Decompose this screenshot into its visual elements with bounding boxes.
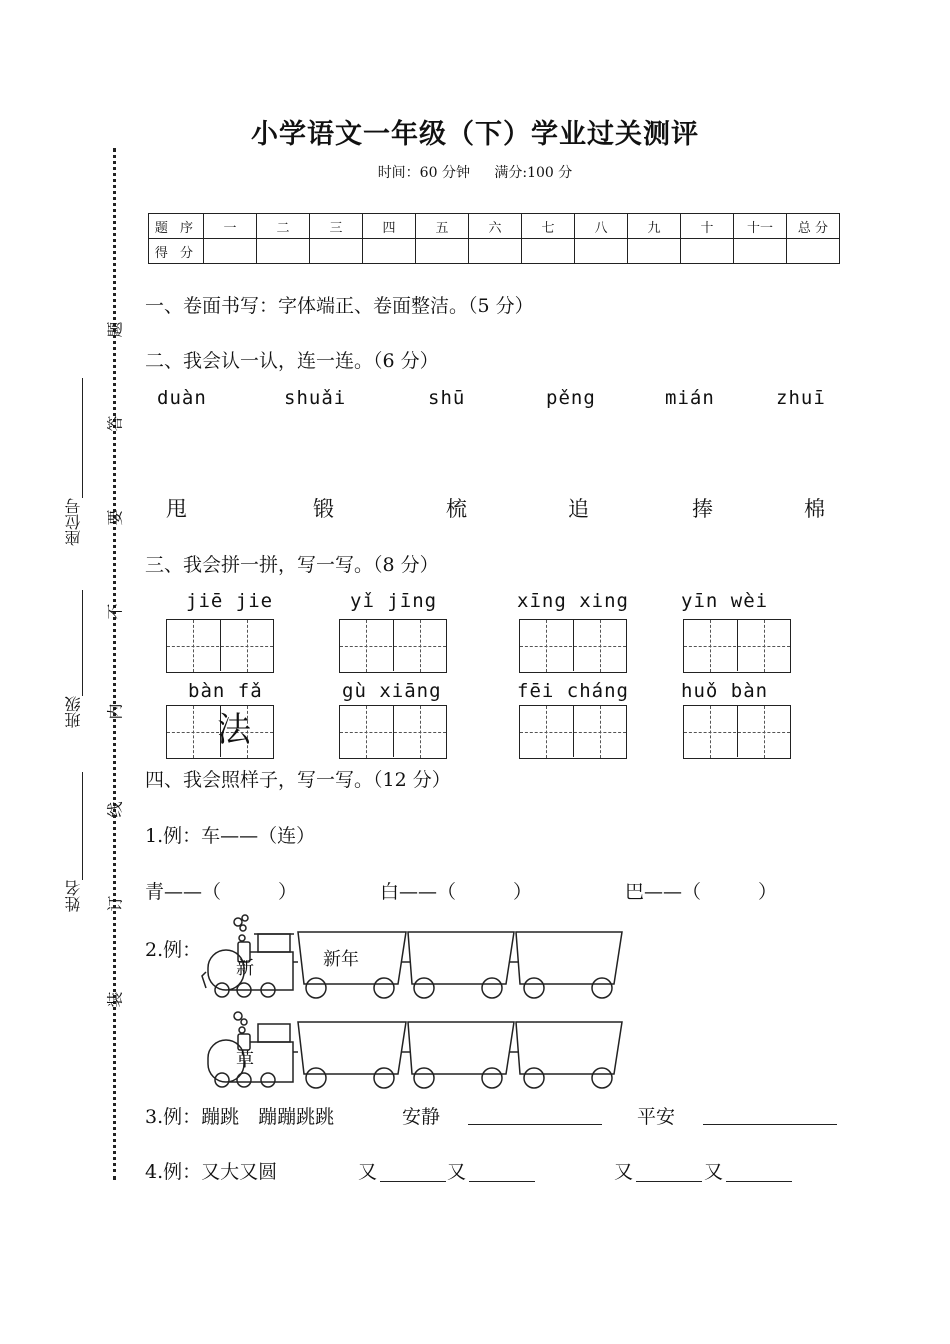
q4-word: 又 <box>447 1161 467 1183</box>
hanzi-char: 追 <box>568 497 589 521</box>
score-cell[interactable] <box>363 239 416 264</box>
score-header-cell: 二 <box>257 214 310 239</box>
pinyin-prompt: fēi cháng <box>517 680 629 702</box>
pinyin-prompt: bàn fǎ <box>188 680 263 702</box>
q1-item: 巴——（ ） <box>625 881 778 903</box>
score-cell[interactable] <box>681 239 734 264</box>
pinyin-word: zhuī <box>776 387 826 409</box>
section1-title: 一、卷面书写：字体端正、卷面整洁。（5 分） <box>145 295 534 317</box>
side-char: 装 <box>105 991 125 1008</box>
seat-label: 座位号 <box>64 498 83 546</box>
hanzi-char: 锻 <box>313 497 334 521</box>
score-header-cell: 四 <box>363 214 416 239</box>
score-table <box>148 213 840 264</box>
seat-field-line <box>82 378 83 498</box>
hanzi-char: 捧 <box>692 497 713 521</box>
pinyin-prompt: gù xiāng <box>342 680 442 702</box>
engine-label: 新 <box>236 958 254 979</box>
pinyin-word: mián <box>665 387 715 409</box>
side-char: 题 <box>105 321 125 338</box>
score-header-cell: 一 <box>204 214 257 239</box>
hanzi-char: 甩 <box>166 497 187 521</box>
page-title: 小学语文一年级（下）学业过关测评 <box>251 119 699 150</box>
writing-grid[interactable] <box>683 705 791 759</box>
score-header-cell: 总 分 <box>787 214 840 239</box>
pinyin-word: duàn <box>157 387 207 409</box>
score-header-cell: 九 <box>628 214 681 239</box>
q1-example: 1.例：车——（连） <box>145 825 316 847</box>
hanzi-char: 梳 <box>446 497 467 521</box>
score-header-cell: 八 <box>575 214 628 239</box>
binding-dotted-line <box>113 148 116 1180</box>
pinyin-prompt: xīng xing <box>517 590 629 612</box>
score-cell[interactable] <box>522 239 575 264</box>
section2-title: 二、我会认一认，连一连。（6 分） <box>145 350 439 372</box>
q2-label: 2.例： <box>145 939 202 961</box>
class-label: 班级 <box>64 696 83 728</box>
side-char: 不 <box>105 603 125 620</box>
q4-answer-blank[interactable] <box>469 1157 535 1182</box>
writing-grid[interactable] <box>339 705 447 759</box>
score-header-cell: 五 <box>416 214 469 239</box>
score-cell[interactable] <box>469 239 522 264</box>
pinyin-prompt: huǒ bàn <box>681 680 769 702</box>
pinyin-prompt: jiē jie <box>186 590 274 612</box>
train-illustration <box>198 1008 630 1094</box>
q4-word: 又 <box>614 1161 634 1183</box>
score-cell[interactable] <box>257 239 310 264</box>
q3-word: 平安 <box>637 1106 676 1128</box>
q3-word: 安静 <box>402 1106 441 1128</box>
q3-example: 3.例：蹦跳 蹦蹦跳跳 <box>145 1106 335 1128</box>
pinyin-prompt: yǐ jīng <box>350 590 438 612</box>
name-label: 姓名 <box>64 880 83 912</box>
score-row-label: 得 分 <box>149 239 204 264</box>
pinyin-prompt: yīn wèi <box>681 590 769 612</box>
score-cell[interactable] <box>787 239 840 264</box>
q4-answer-blank[interactable] <box>636 1157 702 1182</box>
full-score: 满分:100 分 <box>494 165 573 181</box>
score-header-cell: 十 <box>681 214 734 239</box>
score-cell[interactable] <box>575 239 628 264</box>
q1-item: 白——（ ） <box>380 881 533 903</box>
side-char: 答 <box>105 415 125 432</box>
score-cell[interactable] <box>628 239 681 264</box>
side-char: 要 <box>105 509 125 526</box>
class-field-line <box>82 590 83 696</box>
pinyin-word: shū <box>428 387 466 409</box>
score-cell[interactable] <box>416 239 469 264</box>
score-cell[interactable] <box>310 239 363 264</box>
score-value-row <box>149 239 840 264</box>
exam-info <box>0 162 950 182</box>
score-header-cell: 十一 <box>734 214 787 239</box>
car-label: 新年 <box>323 949 359 970</box>
engine-label: 草 <box>236 1050 254 1071</box>
section4-title: 四、我会照样子，写一写。（12 分） <box>145 769 451 791</box>
writing-grid[interactable] <box>166 705 274 759</box>
writing-grid[interactable] <box>683 619 791 673</box>
side-char: 线 <box>105 801 125 818</box>
writing-grid[interactable] <box>166 619 274 673</box>
q3-answer-blank[interactable] <box>703 1102 837 1125</box>
pinyin-word: shuǎi <box>284 387 347 409</box>
train-illustration <box>198 912 630 1002</box>
q4-word: 又 <box>358 1161 378 1183</box>
q4-answer-blank[interactable] <box>726 1157 792 1182</box>
q4-example: 4.例：又大又圆 <box>145 1161 278 1183</box>
hanzi-char: 棉 <box>804 497 825 521</box>
q4-answer-blank[interactable] <box>380 1157 446 1182</box>
name-field-line <box>82 772 83 880</box>
side-char: 订 <box>105 895 125 912</box>
score-header-cell: 六 <box>469 214 522 239</box>
time-limit: 时间：60 分钟 <box>377 165 470 181</box>
score-header-cell: 七 <box>522 214 575 239</box>
grid-answer: 法 <box>217 710 251 750</box>
score-header-cell: 题 序 <box>149 214 204 239</box>
score-header-cell: 三 <box>310 214 363 239</box>
q4-word: 又 <box>704 1161 724 1183</box>
side-char: 内 <box>105 703 125 720</box>
q1-item: 青——（ ） <box>145 881 298 903</box>
pinyin-word: pěng <box>546 387 596 409</box>
section3-title: 三、我会拼一拼，写一写。（8 分） <box>145 554 439 576</box>
writing-grid[interactable] <box>519 705 627 759</box>
score-cell[interactable] <box>204 239 257 264</box>
score-header-row <box>149 214 840 239</box>
writing-grid[interactable] <box>339 619 447 673</box>
writing-grid[interactable] <box>519 619 627 673</box>
score-cell[interactable] <box>734 239 787 264</box>
q3-answer-blank[interactable] <box>468 1102 602 1125</box>
